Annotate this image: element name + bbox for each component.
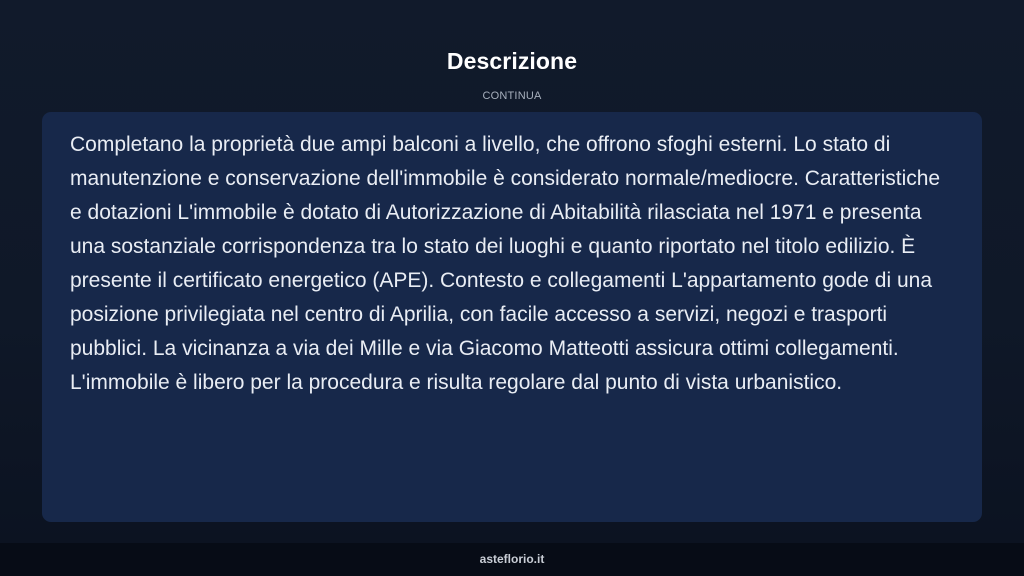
- footer-site-name: asteflorio.it: [479, 552, 545, 566]
- description-card: [42, 112, 982, 522]
- continua-label: CONTINUA: [482, 90, 542, 102]
- footer-bar: [0, 543, 1024, 576]
- description-text: Completano la proprietà due ampi balconi a livello, che offrono sfoghi esterni. Lo stato di manutenzione e conservazione dell'immobile è considerato normale/mediocre. Caratteristiche e dotazioni L'immobile è dotato di Autorizzazione di Abitabilità rilasciata nel 1971 e presenta una sostanziale corrispondenza tra lo stato dei luoghi e quanto riportato nel titolo edilizio. È presente il certificato energetico (APE). Contesto e collegamenti L'appartamento gode di una posizione privilegiata nel centro di Aprilia, con facile accesso a servizi, negozi e trasporti pubblici. La vicinanza a via dei Mille e via Giacomo Matteotti assicura ottimi collegamenti. L'immobile è libero per la procedura e risulta regolare dal punto di vista urbanistico.: [70, 133, 941, 394]
- page-title: Descrizione: [446, 48, 578, 74]
